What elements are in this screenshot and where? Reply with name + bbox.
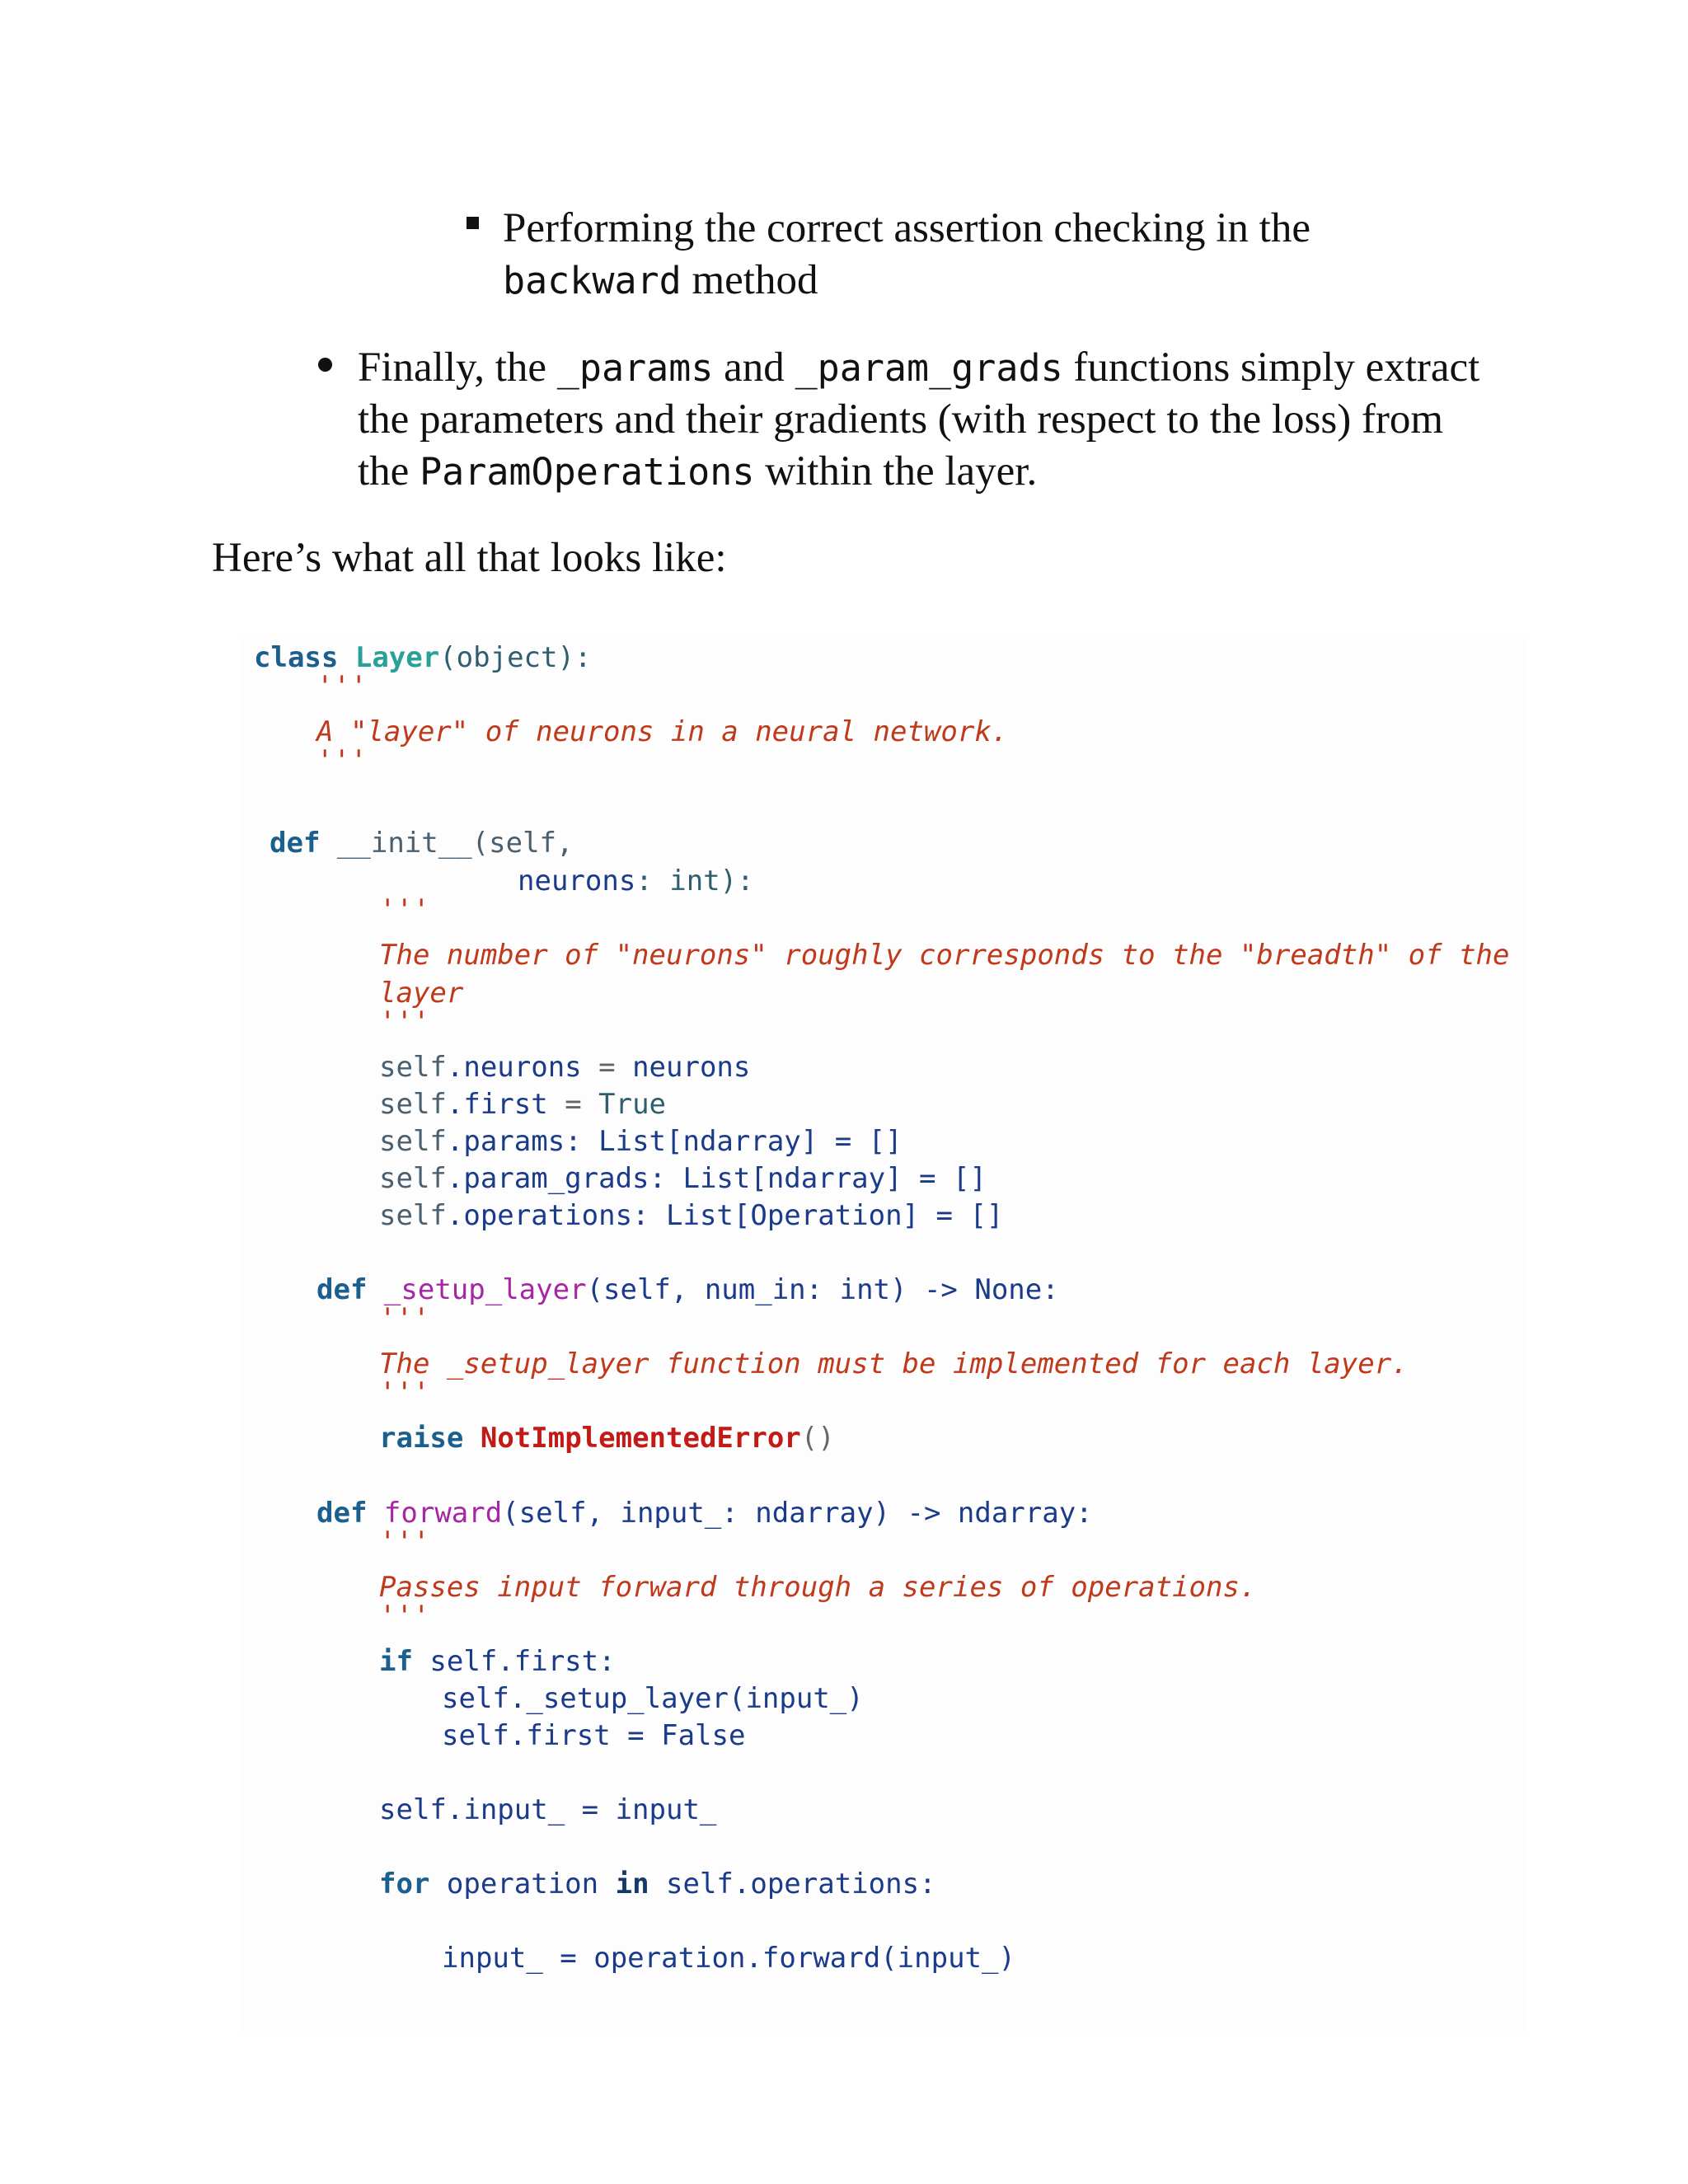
- code-line-raise: raise NotImplementedError(): [379, 1422, 835, 1455]
- sub-bullet-item: [503, 203, 1492, 307]
- inline-code-backward: backward: [503, 259, 682, 302]
- code-line-first-false: self.first = False: [442, 1719, 746, 1752]
- code-line-class-doc: A "layer" of neurons in a neural network.: [316, 715, 1009, 748]
- code-line-docquote: ''': [379, 1526, 430, 1558]
- inline-code-paramoperations: ParamOperations: [420, 450, 755, 494]
- code-line-docquote: ''': [379, 1005, 430, 1038]
- intro-paragraph: Here’s what all that looks like:: [212, 535, 727, 581]
- square-bullet-icon: [467, 217, 479, 229]
- sub-bullet-text-2: method: [681, 257, 818, 303]
- code-line-init-doc-1: The number of "neurons" roughly corresponds to the "breadth" of the: [379, 939, 1510, 972]
- code-line-docquote: ''': [316, 670, 368, 703]
- code-line-init-param: neurons: int):: [518, 865, 754, 898]
- bullet-text-3: functions simply extract the parameters and their gradients (with respect to the loss) from the: [358, 344, 1480, 494]
- code-line-docquote: ''': [316, 744, 368, 777]
- bullet-item: [358, 342, 1495, 498]
- code-line-docquote: ''': [379, 893, 430, 926]
- code-line-def-setup: def _setup_layer(self, num_in: int) -> None:: [316, 1273, 1059, 1306]
- code-line-if: if self.first:: [379, 1645, 616, 1678]
- code-line-setup-call: self._setup_layer(input_): [442, 1682, 864, 1715]
- code-line-self-param-grads: self.param_grads: List[ndarray] = []: [379, 1162, 987, 1195]
- code-line-self-neurons: self.neurons = neurons: [379, 1051, 751, 1084]
- round-bullet-icon: [318, 358, 332, 372]
- code-line-docquote: ''': [379, 1302, 430, 1335]
- code-line-docquote: ''': [379, 1600, 430, 1633]
- code-line-def-forward: def forward(self, input_: ndarray) -> ndarray:: [316, 1497, 1093, 1530]
- bullet-text-2: and: [713, 344, 795, 391]
- inline-code-params: _params: [556, 346, 714, 390]
- code-line-self-operations: self.operations: List[Operation] = []: [379, 1199, 1004, 1232]
- code-line-class: class Layer(object):: [254, 641, 592, 674]
- inline-code-param-grads: _param_grads: [795, 346, 1063, 390]
- code-line-self-first: self.first = True: [379, 1088, 667, 1121]
- code-line-init-doc-2: layer: [379, 977, 464, 1010]
- sub-bullet-text-1: Performing the correct assertion checking in the: [503, 205, 1311, 251]
- code-line-input-assign: self.input_ = input_: [379, 1793, 717, 1826]
- code-line-self-params: self.params: List[ndarray] = []: [379, 1125, 903, 1158]
- code-line-for: for operation in self.operations:: [379, 1868, 936, 1900]
- code-block: [239, 635, 1525, 2036]
- code-line-forward-doc: Passes input forward through a series of operations.: [379, 1571, 1257, 1604]
- code-line-def-init: def __init__(self,: [270, 827, 574, 860]
- code-line-docquote: ''': [379, 1376, 430, 1409]
- code-line-op-forward: input_ = operation.forward(input_): [442, 1942, 1015, 1975]
- bullet-text-4: within the layer.: [754, 448, 1038, 494]
- bullet-text-1: Finally, the: [358, 344, 557, 391]
- code-line-setup-doc: The _setup_layer function must be implemented for each layer.: [379, 1347, 1409, 1380]
